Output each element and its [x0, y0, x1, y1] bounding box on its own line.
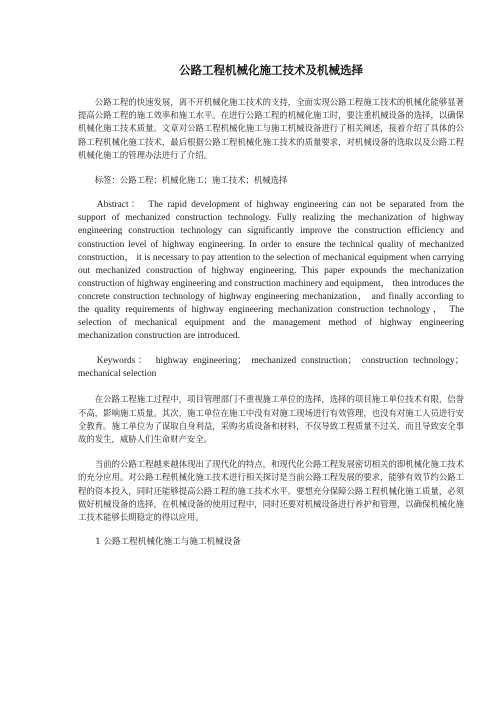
english-abstract [78, 199, 464, 343]
document-title: 公路工程机械化施工技术及机械选择 [179, 63, 363, 77]
chinese-keywords [78, 174, 464, 187]
chinese-keywords-terms: 公路工程；机械化施工；施工技术；机械选择 [119, 175, 288, 186]
section-heading: 1 公路工程机械化施工与施工机械设备 [95, 537, 241, 548]
english-keywords [78, 355, 464, 381]
english-abstract-label: Abstract： [96, 200, 143, 211]
body-paragraph: 当前的公路工程越来越体现出了现代化的特点，和现代化公路工程发展密切相关的即机械化施工技术的充分应用。对公路工程机械化施工技术进行相关探讨是当前公路工程发展的要求，能够有效节约公路工程的资本投入，同时还能够提高公路工程的施工技术水平。要想充分保障公路工程机械化施工质量，必须做好机械设备的选择，在机械设备的使用过程中，同时还要对机械设备进行养护和管理，以确保机械化施工技术能够长期稳定的得以应用。 [78, 459, 464, 523]
english-abstract-text: The rapid development of highway engineering can not be separated from the support of mechanized construction technology. Fully realizing the mechanization of highway engineering construction technology can significantly improve the construction efficiency and construction level of highway engineering. In order to ensure the technical quality of mechanized construction， it is necessary to pay attention to the selection of mechanical equipment when carrying out mechanized construction of highway engineering. This paper expounds the mechanization construction of highway engineering and construction machinery and equipment， then introduces the concrete construction technology of highway engineering mechanization， and finally according to the quality requirements of highway engineering mechanization construction technology， The selection of mechanical equipment and the management method of highway engineering mechanization construction are introduced. [78, 200, 464, 342]
body-paragraph: 在公路工程施工过程中，项目管理部门不重视施工单位的选择，选择的项目施工单位技术有限，信誉不高，影响施工质量。其次，施工单位在施工中没有对施工现场进行有效管理，也没有对施工人员进行安全教育。施工单位为了谋取自身利益，采购劣质设备和材料，不仅导致工程质量不过关，而且导致安全事故的发生，威胁人们生命财产安全。 [78, 394, 464, 445]
english-keywords-terms: highway engineering； mechanized construction； construction technology； mechanical selection [78, 356, 464, 380]
chinese-abstract: 公路工程的快速发展，离不开机械化施工技术的支持，全面实现公路工程施工技术的机械化能够显著提高公路工程的施工效率和施工水平。在进行公路工程的机械化施工时，要注重机械设备的选择，以确保机械化施工技术质量。文章对公路工程机械化施工与施工机械设备进行了相关阐述，接着介绍了具体的公路工程机械化施工技术，最后根据公路工程机械化施工技术的质量要求，对机械设备的选取以及公路工程机械化施工的管理办法进行了介绍。 [78, 97, 464, 160]
chinese-keywords-label: 标签： [94, 175, 120, 186]
english-keywords-label: Keywords： [96, 356, 150, 367]
